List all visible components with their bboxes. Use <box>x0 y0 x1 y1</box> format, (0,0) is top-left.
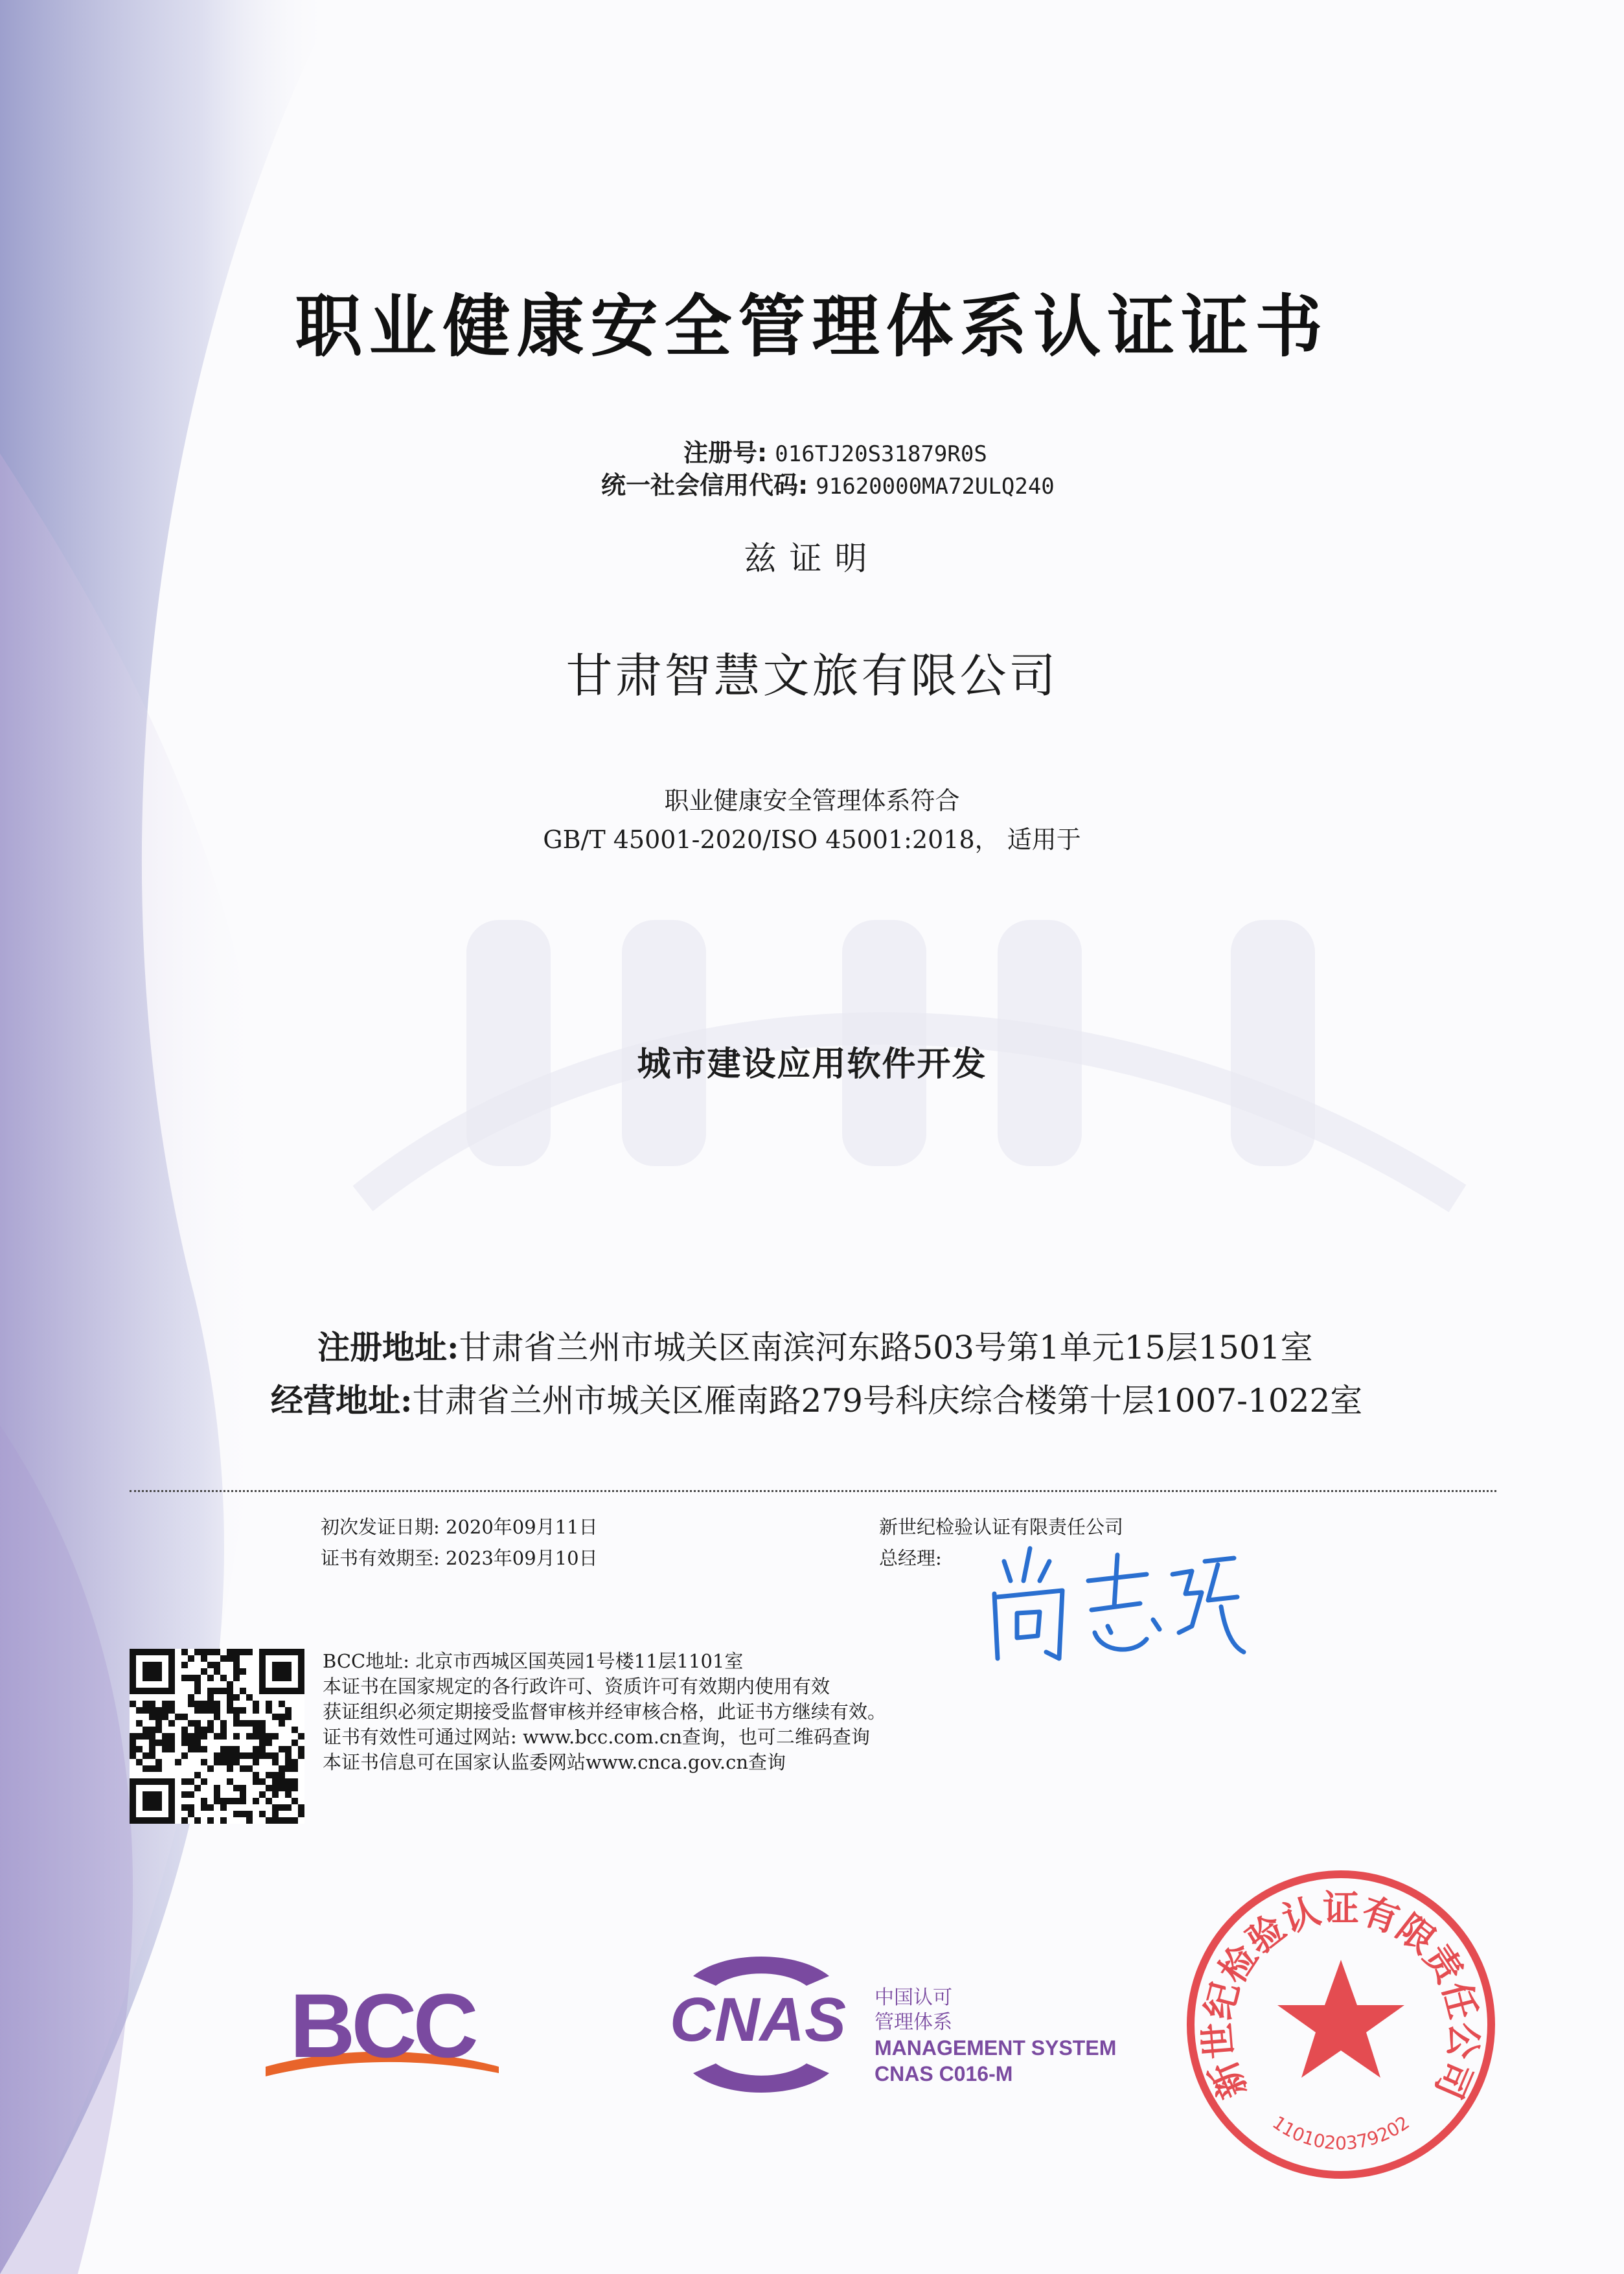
company-seal <box>1179 1863 1503 2187</box>
certificate-notes <box>323 1649 886 1775</box>
registration-number <box>683 433 987 468</box>
cnas-caption <box>875 1986 1116 2087</box>
registration-label: 注册号: <box>683 439 768 467</box>
business-address <box>271 1375 1362 1421</box>
note-line: 获证组织必须定期接受监督审核并经审核合格，此证书方继续有效。 <box>323 1701 887 1723</box>
conformity-statement: 职业健康安全管理体系符合 <box>664 787 960 815</box>
validity-date: 证书有效期至: 2023年09月10日 <box>321 1547 598 1569</box>
business-address-label: 经营地址: <box>271 1381 413 1419</box>
certification-scope: 城市建设应用软件开发 <box>637 1044 987 1084</box>
cnas-cn-line: 管理体系 <box>875 2012 952 2033</box>
hereby-certify: 兹证明 <box>744 540 880 577</box>
signature <box>978 1535 1250 1678</box>
first-issue-date: 初次发证日期: 2020年09月11日 <box>321 1516 598 1538</box>
registered-address <box>317 1322 1313 1368</box>
registered-address-label: 注册地址: <box>317 1328 459 1366</box>
seal-number: 1101020379202 <box>1268 2111 1413 2154</box>
conformity-standard: GB/T 45001-2020/ISO 45001:2018， 适用于 <box>543 825 1081 854</box>
dotted-divider <box>130 1490 1496 1492</box>
bcc-logo <box>259 1970 505 2086</box>
note-line: 本证书在国家规定的各行政许可、资质许可有效期内使用有效 <box>323 1675 830 1697</box>
certificate-title: 职业健康安全管理体系认证证书 <box>295 286 1329 366</box>
cnas-en-line: CNAS C016-M <box>875 2062 1013 2085</box>
company-name: 甘肃智慧文旅有限公司 <box>566 649 1058 703</box>
seal-text: 新世纪检验认证有限责任公司 <box>1196 1887 1486 2105</box>
cnas-en-line: MANAGEMENT SYSTEM <box>875 2036 1117 2060</box>
registered-address-value: 甘肃省兰州市城关区南滨河东路503号第1单元15层1501室 <box>459 1329 1313 1366</box>
qr-code[interactable] <box>130 1649 304 1824</box>
cnas-cn-line: 中国认可 <box>875 1987 952 2008</box>
cnas-logo <box>654 1950 862 2099</box>
credit-code <box>601 465 1055 501</box>
credit-code-value: 91620000MA72ULQ240 <box>816 474 1055 500</box>
issuer-name: 新世纪检验认证有限责任公司 <box>879 1516 1124 1538</box>
business-address-value: 甘肃省兰州市城关区雁南路279号科庆综合楼第十层1007-1022室 <box>412 1382 1363 1419</box>
credit-code-label: 统一社会信用代码: <box>601 471 808 500</box>
general-manager-label: 总经理: <box>879 1547 942 1569</box>
cnas-logo-text: CNAS <box>669 1985 847 2054</box>
note-line: 本证书信息可在国家认监委网站www.cnca.gov.cn查询 <box>323 1751 786 1773</box>
bcc-logo-text: BCC <box>290 1975 475 2076</box>
svg-text:1101020379202 <box>1268 2111 1413 2153</box>
registration-value: 016TJ20S31879R0S <box>775 441 987 467</box>
note-line: 证书有效性可通过网站: www.bcc.com.cn查询，也可二维码查询 <box>323 1726 870 1748</box>
note-line: BCC地址: 北京市西城区国英园1号楼11层1101室 <box>323 1650 744 1672</box>
